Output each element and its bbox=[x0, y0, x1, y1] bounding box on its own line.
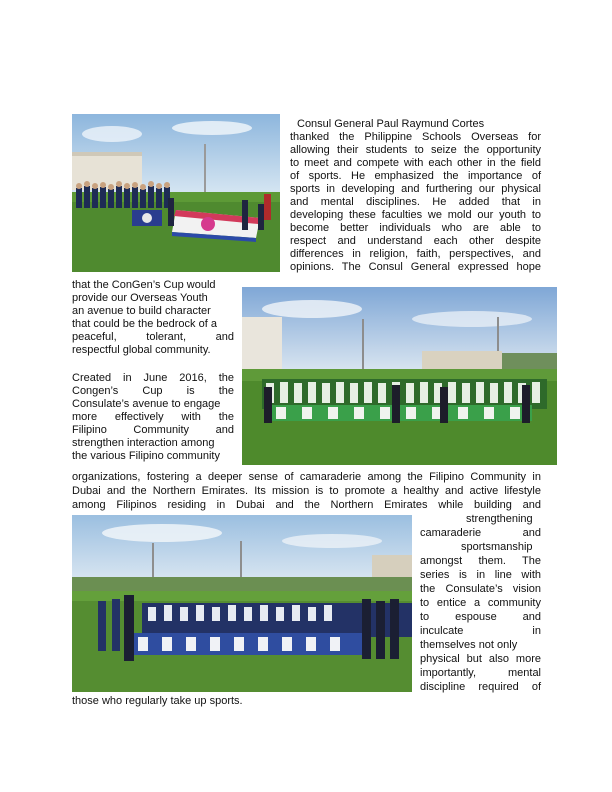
text-line-32: amongst them. The bbox=[420, 555, 541, 567]
text-line-42: those who regularly take up sports. bbox=[72, 695, 243, 707]
text-line-25: the various Filipino community bbox=[72, 450, 220, 462]
text-line-20: Congen’s Cup is the bbox=[72, 385, 234, 397]
text-line-31: sportsmanship bbox=[461, 541, 533, 553]
text-line-23: Filipino Community and bbox=[72, 424, 234, 436]
text-line-14: provide our Overseas Youth bbox=[72, 292, 208, 304]
text-line-41: discipline required of bbox=[420, 681, 541, 693]
text-line-6: sports in developing and furthering our physical bbox=[290, 183, 541, 195]
text-line-3: allowing their students to seize the opportunity bbox=[290, 144, 541, 156]
text-line-15: an avenue to build character bbox=[72, 305, 211, 317]
text-line-34: the Consulate’s vision bbox=[420, 583, 541, 595]
text-line-39: physical but also more bbox=[420, 653, 541, 665]
text-line-18: respectful global community. bbox=[72, 344, 211, 356]
text-line-29: strengthening bbox=[466, 513, 533, 525]
text-line-21: Consulate’s avenue to engage bbox=[72, 398, 221, 410]
text-line-33: series is in line with bbox=[420, 569, 541, 581]
text-line-38: themselves not only bbox=[420, 639, 518, 651]
text-line-7: and mental disciplines. He added that in bbox=[290, 196, 541, 208]
text-line-12: opinions. The Consul General expressed hope bbox=[290, 261, 541, 273]
text-line-40: importantly, mental bbox=[420, 667, 541, 679]
text-line-19: Created in June 2016, the bbox=[72, 372, 234, 384]
photo-group-green-team bbox=[242, 287, 557, 465]
text-line-1: Consul General Paul Raymund Cortes bbox=[297, 118, 485, 130]
photo-group-blue-team bbox=[72, 515, 412, 692]
text-line-2: thanked the Philippine Schools Overseas for bbox=[290, 131, 541, 143]
text-line-11: differences in religion, faith, perspectives, and bbox=[290, 248, 541, 260]
text-line-16: that could be the bedrock of a bbox=[72, 318, 217, 330]
text-line-24: strengthen interaction among bbox=[72, 437, 215, 449]
text-line-8: developing these faculties we mold our youth to bbox=[290, 209, 541, 221]
text-line-26: organizations, fostering a deeper sense of camaraderie among the Filipino Community in bbox=[72, 471, 541, 483]
text-line-4: to meet and compete with each other in the field bbox=[290, 157, 541, 169]
text-line-22: more effectively with the bbox=[72, 411, 234, 423]
text-line-9: become better individuals who are able to bbox=[290, 222, 541, 234]
text-line-13: that the ConGen’s Cup would bbox=[72, 279, 216, 291]
text-line-35: to entice a community bbox=[420, 597, 541, 609]
text-line-5: of sports. He emphasized the importance of bbox=[290, 170, 541, 182]
text-line-17: peaceful, tolerant, and bbox=[72, 331, 234, 343]
text-line-30: camaraderie and bbox=[420, 527, 541, 539]
photo-parade-flag bbox=[72, 114, 280, 272]
text-line-28: among Filipinos residing in Dubai and the Northern Emirates while building and bbox=[72, 499, 541, 511]
text-line-27: Dubai and the Northern Emirates. Its mission is to promote a healthy and active lifestyle bbox=[72, 485, 541, 497]
text-line-10: respect and understand each other despite bbox=[290, 235, 541, 247]
text-line-36: to espouse and bbox=[420, 611, 541, 623]
text-line-37: inculcate in bbox=[420, 625, 541, 637]
